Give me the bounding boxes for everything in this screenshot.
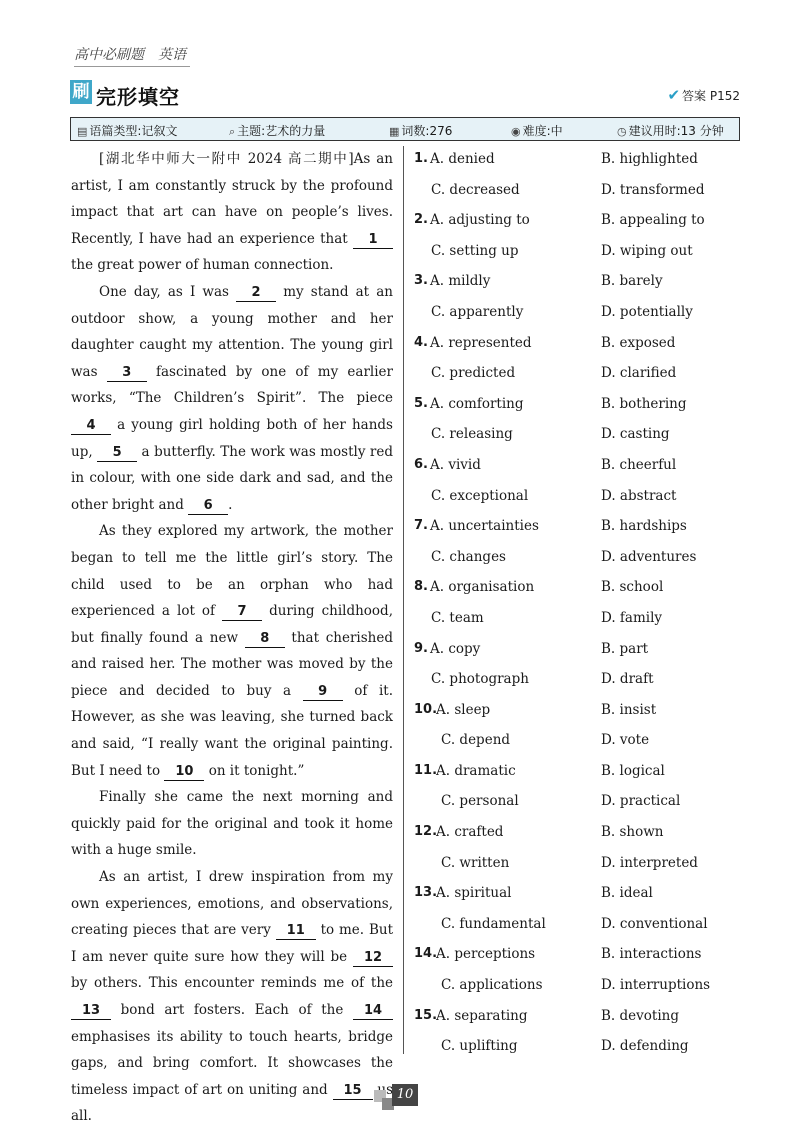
text: on it tonight.” [204,762,305,779]
blank-5[interactable]: 5 [97,445,137,462]
option-line [412,666,752,696]
info-time [617,122,724,139]
option-line [412,268,752,298]
option-c[interactable]: C. exceptional [431,487,529,504]
info-theme-text: 主题:艺术的力量 [237,124,326,138]
brand-badge: 刷 [70,80,92,104]
question-number: 14. [414,946,438,962]
option-a[interactable]: A. crafted [436,824,504,841]
blank-15[interactable]: 15 [333,1083,373,1100]
option-a[interactable]: A. vivid [430,456,481,473]
blank-8[interactable]: 8 [245,631,285,648]
option-d[interactable]: D. draft [601,671,654,688]
option-d[interactable]: D. transformed [601,181,705,198]
option-c[interactable]: C. predicted [431,365,516,382]
option-line [412,972,752,1002]
option-c[interactable]: C. team [431,609,484,626]
option-d[interactable]: D. interruptions [601,977,711,994]
question-item [412,636,752,697]
question-number: 3. [414,273,428,289]
option-b[interactable]: B. appealing to [601,212,705,229]
text: . [228,496,233,513]
text: all. [71,1108,92,1125]
question-item [412,819,752,880]
option-line [412,941,752,971]
option-line [412,636,752,666]
option-b[interactable]: B. ideal [601,885,653,902]
question-item [412,330,752,391]
info-type-text: 语篇类型:记叙文 [89,124,178,138]
option-d[interactable]: D. vote [601,732,650,749]
option-b[interactable]: B. highlighted [601,151,698,167]
question-item [412,1003,752,1064]
option-a[interactable]: A. comforting [430,395,524,412]
option-b[interactable]: B. bothering [601,395,687,412]
option-line [412,819,752,849]
question-item [412,941,752,1002]
option-line [412,421,752,451]
option-a[interactable]: A. dramatic [436,762,516,779]
option-d[interactable]: D. potentially [601,303,693,320]
option-b[interactable]: B. barely [601,273,663,290]
question-item [412,574,752,635]
option-line [412,483,752,513]
option-line [412,574,752,604]
section-title: 完形填空 [96,85,180,109]
text: As an artist, I drew inspiration from my own experiences, emotions, and observations, creating pieces that are very [71,869,393,939]
option-line [412,727,752,757]
option-c[interactable]: C. uplifting [441,1038,518,1055]
text: by others. This encounter reminds me of the [71,975,393,992]
info-type [77,122,177,139]
option-b[interactable]: B. shown [601,824,664,841]
text: emphasises its ability to touch hearts, bridge gaps, and bring comfort. It showcases the timeless impact of art on uniting and [71,1028,393,1098]
question-number: 10. [414,701,438,717]
option-d[interactable]: D. interpreted [601,854,698,871]
option-a[interactable]: A. copy [430,640,481,657]
option-d[interactable]: D. wiping out [601,242,693,259]
option-line [412,177,752,207]
question-number: 2. [414,212,428,228]
option-b[interactable]: B. devoting [601,1007,679,1024]
text: a butterfly. The work was mostly red in colour, with one side dark and sad, and the other bright and [71,443,393,513]
option-a[interactable]: A. organisation [430,579,535,596]
blank-4[interactable]: 4 [71,418,111,435]
option-d[interactable]: D. casting [601,426,670,443]
question-item [412,697,752,758]
search-icon: ⌕ [229,125,236,138]
column-divider [403,146,404,1054]
question-number: 12. [414,824,438,840]
option-b[interactable]: B. cheerful [601,456,677,473]
question-number: 15. [414,1007,438,1023]
option-b[interactable]: B. exposed [601,334,676,351]
options-list [412,146,752,1064]
blank-2[interactable]: 2 [236,285,276,302]
question-item [412,146,752,207]
option-a[interactable]: A. uncertainties [430,518,539,535]
option-line [412,544,752,574]
blank-10[interactable]: 10 [164,764,204,781]
option-c[interactable]: C. photograph [431,671,529,688]
blank-6[interactable]: 6 [188,498,228,515]
option-c[interactable]: C. written [441,854,510,871]
paragraph-1 [71,146,393,279]
option-a[interactable]: A. represented [430,334,532,351]
check-icon: ✔ [667,86,681,104]
option-a[interactable]: A. mildly [430,273,491,290]
blank-1[interactable]: 1 [353,232,393,249]
text: to me. But I am never quite sure how they will be [71,922,393,965]
option-line [412,697,752,727]
option-line [412,911,752,941]
option-c[interactable]: C. applications [441,977,543,994]
question-item [412,452,752,513]
option-line [412,299,752,329]
option-line [412,758,752,788]
option-line [412,146,752,176]
option-line [412,1033,752,1063]
difficulty-icon: ◉ [511,125,521,138]
option-d[interactable]: D. clarified [601,365,677,382]
option-line [412,1003,752,1033]
text: my stand at an outdoor show, a young mother and her daughter caught my attention. The young girl was [71,283,393,380]
option-line [412,850,752,880]
option-d[interactable]: D. conventional [601,915,708,932]
answer-reference [667,86,740,104]
blank-12[interactable]: 12 [353,950,393,967]
question-number: 5. [414,395,428,411]
option-c[interactable]: C. depend [441,732,511,749]
info-word-count-text: 词数:276 [401,124,453,138]
option-c[interactable]: C. decreased [431,181,520,198]
blank-3[interactable]: 3 [107,365,147,382]
question-number: 7. [414,518,428,534]
text: during childhood, but finally found a new [71,603,393,646]
option-c[interactable]: C. personal [441,793,519,810]
text: fascinated by one of my earlier works, “The Children’s Spirit”. The piece [71,363,393,407]
option-c[interactable]: C. setting up [431,242,519,259]
text: As they explored my artwork, the mother began to tell me the little girl’s story. The child used to be an orphan who had experienced a lot of [71,523,393,620]
question-item [412,758,752,819]
series-title: 高中必刷题 英语 [74,44,190,67]
section-header [70,80,750,108]
option-line [412,880,752,910]
paragraph-2 [71,279,393,518]
option-b[interactable]: B. hardships [601,518,687,535]
option-b[interactable]: B. school [601,579,664,596]
info-theme [229,122,325,139]
question-number: 8. [414,579,428,595]
text: bond art fosters. Each of the [111,1002,353,1018]
option-line [412,330,752,360]
answer-ref-text: 答案 P152 [682,89,740,103]
question-number: 13. [414,885,438,901]
option-b[interactable]: B. insist [601,701,657,718]
option-line [412,391,752,421]
option-line [412,513,752,543]
option-d[interactable]: D. defending [601,1038,689,1055]
option-a[interactable]: A. spiritual [436,885,512,902]
paragraph-4: Finally she came the next morning and quickly paid for the original and took it home with a huge smile. [71,789,393,859]
info-difficulty-text: 难度:中 [522,124,563,138]
clock-icon: ◷ [617,125,627,138]
count-icon: ▦ [389,125,400,138]
option-d[interactable]: D. abstract [601,487,677,504]
text: that cherished and raised her. The mother was moved by the piece and decided to buy a [71,629,394,699]
option-line [412,207,752,237]
option-a[interactable]: A. perceptions [436,946,536,963]
blank-14[interactable]: 14 [353,1003,393,1020]
blank-13[interactable]: 13 [71,1003,111,1020]
text: a young girl holding both of her hands up, [71,416,393,460]
text: the great power of human connection. [71,257,334,274]
info-word-count [389,122,452,139]
blank-9[interactable]: 9 [303,684,343,701]
info-bar [70,117,740,141]
question-number: 11. [414,762,438,778]
option-b[interactable]: B. part [601,640,649,657]
option-line [412,605,752,635]
option-b[interactable]: B. interactions [601,946,702,963]
option-d[interactable]: D. practical [601,793,681,810]
option-c[interactable]: C. changes [431,548,506,565]
page-number-badge [374,1082,422,1112]
question-item [412,268,752,329]
option-line [412,788,752,818]
option-a[interactable]: A. adjusting to [430,212,530,229]
cloze-passage [71,146,393,1130]
option-d[interactable]: D. adventures [601,548,697,565]
info-time-text: 建议用时:13 分钟 [628,124,724,138]
paragraph-5 [71,864,393,1130]
question-item [412,207,752,268]
question-item [412,391,752,452]
paragraph-3 [71,518,393,784]
text: of it. However, as she was leaving, she turned back and said, “I really want the original painting. But I need to [71,682,393,779]
option-a[interactable]: A. denied [430,151,495,167]
blank-7[interactable]: 7 [222,604,262,621]
question-number: 4. [414,334,428,350]
text: One day, as I was [99,283,237,300]
question-item [412,880,752,941]
option-line [412,360,752,390]
option-a[interactable]: A. separating [436,1007,528,1024]
option-c[interactable]: C. releasing [431,426,513,443]
page-number: 10 [392,1084,418,1106]
text: As an artist, I am constantly struck by the profound impact that art can have on people’s lives. Recently, I have had an experience that [71,151,393,247]
question-number: 6. [414,456,428,472]
option-c[interactable]: C. apparently [431,303,524,320]
option-d[interactable]: D. family [601,609,663,626]
option-a[interactable]: A. sleep [436,701,491,718]
question-number: 1. [414,151,428,166]
question-item [412,513,752,574]
document-icon: ▤ [77,125,88,138]
option-line [412,452,752,482]
option-c[interactable]: C. fundamental [441,915,546,932]
source-citation: [湖北华中师大一附中 2024 高二期中] [99,151,354,167]
blank-11[interactable]: 11 [276,923,316,940]
option-line [412,238,752,268]
option-b[interactable]: B. logical [601,762,665,779]
question-number: 9. [414,640,428,656]
info-difficulty [511,122,563,139]
